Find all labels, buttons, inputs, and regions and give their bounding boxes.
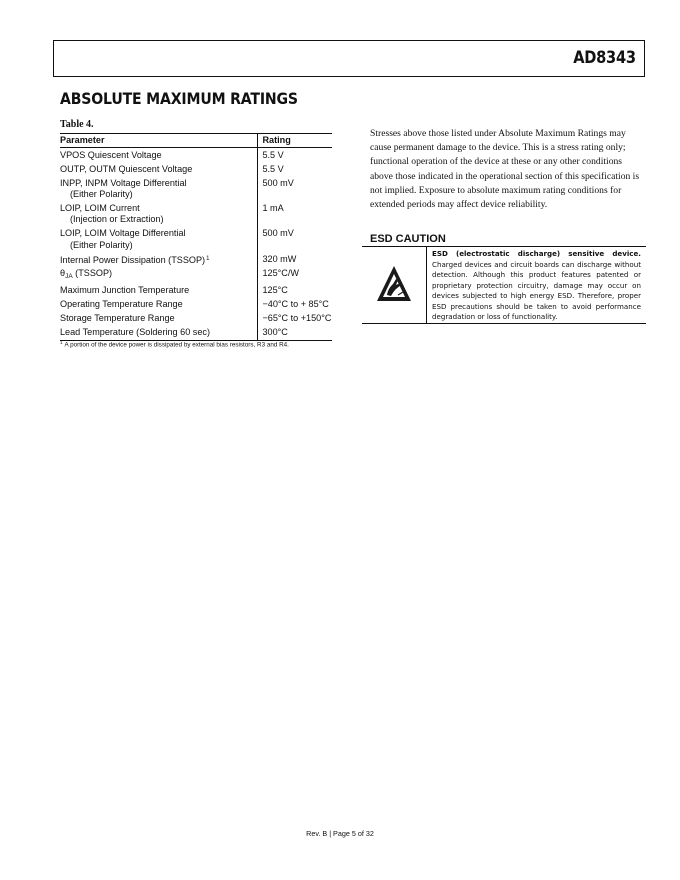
table-row [60,252,332,267]
parameter-text: LOIP, LOIM Current [60,202,140,213]
parameter-cell: Operating Temperature Range [60,299,183,310]
table-row [60,202,332,227]
parameter-cell [60,176,258,201]
parameter-cell: VPOS Quiescent Voltage [60,149,162,160]
parameter-text: LOIP, LOIM Voltage Differential [60,228,186,239]
rating-cell: 5.5 V [258,162,332,176]
esd-icon-cell [362,247,427,323]
theta-subscript: JA [65,273,73,281]
table-caption: Table 4. [60,119,94,130]
parameter-subtext: (Injection or Extraction) [70,214,164,225]
parameter-cell: Storage Temperature Range [60,313,175,324]
ratings-table [60,133,332,341]
parameter-cell: OUTP, OUTM Quiescent Voltage [60,163,193,174]
table-row [60,298,332,312]
parameter-cell: Maximum Junction Temperature [60,285,190,296]
esd-warning-icon [376,265,412,305]
stress-paragraph: Stresses above those listed under Absolute Maximum Ratings may cause permanent damage to the device. This is a stress rating only; functional operation of the device at these or any other conditions above those indicated in the operational section of this specification is not implied. Exposure to absolute maximum rating conditions for extended periods may affect device reliability. [370,128,640,211]
parameter-cell [60,227,258,252]
rating-cell: 500 mV [258,227,332,252]
rating-cell: 5.5 V [258,148,332,162]
rating-cell: 125°C [258,284,332,298]
table-footnote [60,340,289,349]
esd-caution-text [432,249,641,323]
rating-cell: −65°C to +150°C [258,312,332,326]
rating-cell: 500 mV [258,176,332,201]
section-title: ABSOLUTE MAXIMUM RATINGS [60,89,298,108]
table-row [60,284,332,298]
page-header [53,40,645,77]
table-row [60,267,332,284]
parameter-cell: Lead Temperature (Soldering 60 sec) [60,326,258,340]
rating-cell: 1 mA [258,202,332,227]
column-header-rating: Rating [258,134,332,148]
esd-body-text: Charged devices and circuit boards can discharge without detection. Although this product features patented or proprietary protection circuitry, damage may occur on devices subjected to high energy ESD. Therefore, proper ESD precautions should be taken to avoid performance degradation or loss of functionality. [432,259,641,321]
table-row [60,176,332,201]
parameter-subtext: (Either Polarity) [70,239,133,250]
rating-cell: 320 mW [258,252,332,267]
esd-caution-box [362,246,646,324]
rating-cell: −40°C to + 85°C [258,298,332,312]
parameter-text: (TSSOP) [72,268,113,279]
parameter-text: Internal Power Dissipation (TSSOP) [60,254,206,265]
part-number: AD8343 [573,48,636,68]
theta-symbol: θ [60,268,66,279]
esd-caution-heading: ESD CAUTION [370,233,446,245]
table-row [60,162,332,176]
parameter-cell [60,202,258,227]
footnote-mark: 1 [206,255,210,262]
rating-cell: 300°C [258,326,332,340]
page-footer: Rev. B | Page 5 of 32 [306,829,374,838]
footnote-text: A portion of the device power is dissipated by external bias resistors, R3 and R4. [64,341,289,349]
parameter-cell [60,252,258,267]
parameter-cell [60,267,258,284]
footnote-number: 1 [60,340,63,345]
column-header-parameter: Parameter [60,134,258,148]
rating-cell: 125°C/W [258,267,332,284]
table-row [60,326,332,340]
table-header-row [60,134,332,148]
parameter-subtext: (Either Polarity) [70,188,133,199]
esd-bold-text: ESD (electrostatic discharge) sensitive device. [432,249,641,258]
table-row [60,227,332,252]
table-row [60,148,332,162]
table-row [60,312,332,326]
parameter-text: INPP, INPM Voltage Differential [60,177,187,188]
